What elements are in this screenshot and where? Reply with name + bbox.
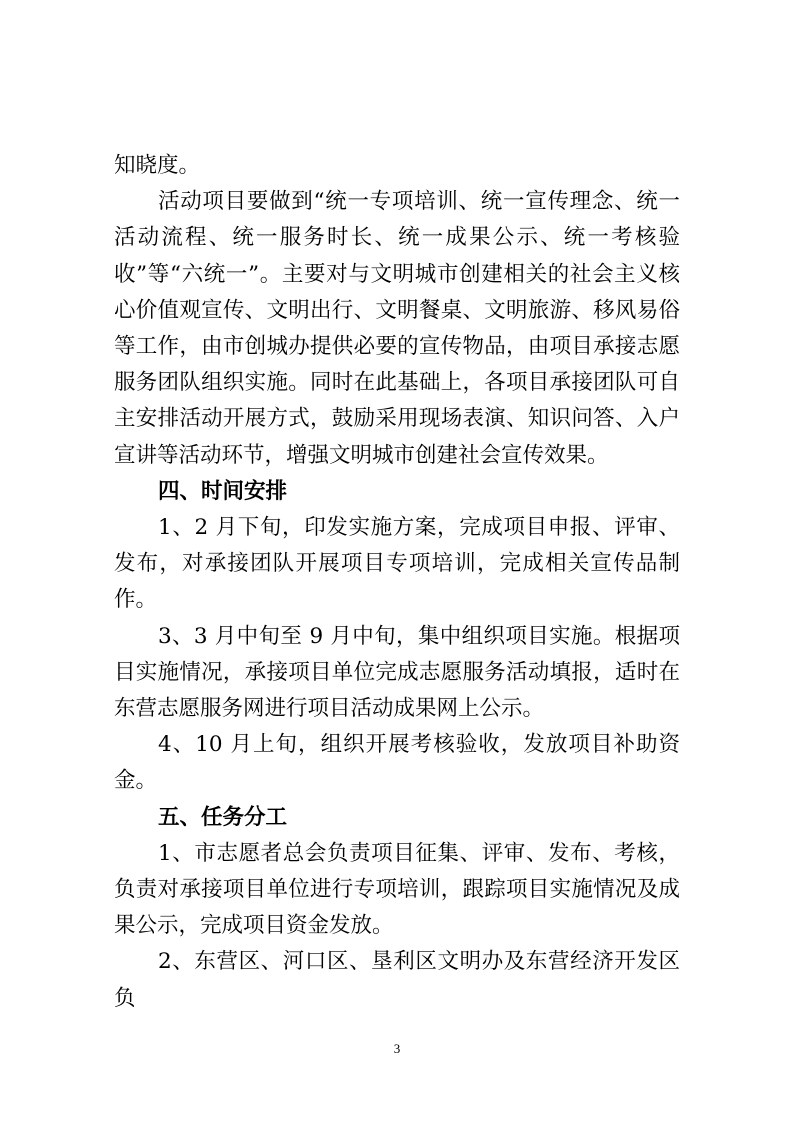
section-heading-division: 五、任务分工 (158, 804, 288, 830)
paragraph-division-item-1: 1、市志愿者总会负责项目征集、评审、发布、考核，负责对承接项目单位进行专项培训，跟踪项目实施情况及成果公示，完成项目资金发放。 (114, 840, 680, 939)
paragraph-division-item-2: 2、东营区、河口区、垦利区文明办及东营经济开发区负 (114, 949, 680, 1011)
paragraph-activity-requirements: 活动项目要做到“统一专项培训、统一宣传理念、统一活动流程、统一服务时长、统一成果公示、统一考核验收”等“六统一”。主要对与文明城市创建相关的社会主义核心价值观宣传、文明出行、文明餐桌、文明旅游、移风易俗等工作，由市创城办提供必要的宣传物品，由项目承接志愿服务团队组织实施。同时在此基础上，各项目承接团队可自主安排活动开展方式，鼓励采用现场表演、知识问答、入户宣讲等活动环节，增强文明城市创建社会宣传效果。 (114, 189, 680, 468)
paragraph-schedule-item-3: 3、3 月中旬至 9 月中旬，集中组织项目实施。根据项目实施情况，承接项目单位完成志愿服务活动填报，适时在东营志愿服务网进行项目活动成果网上公示。 (114, 623, 680, 722)
page-number: 3 (393, 1041, 401, 1056)
paragraph-schedule-item-4: 4、10 月上旬，组织开展考核验收，发放项目补助资金。 (114, 732, 680, 794)
paragraph-continuation: 知晓度。 (114, 153, 201, 178)
section-heading-schedule: 四、时间安排 (158, 478, 288, 504)
paragraph-schedule-item-1: 1、2 月下旬，印发实施方案，完成项目申报、评审、发布，对承接团队开展项目专项培训，完成相关宣传品制作。 (114, 515, 680, 613)
document-body (114, 148, 680, 1017)
